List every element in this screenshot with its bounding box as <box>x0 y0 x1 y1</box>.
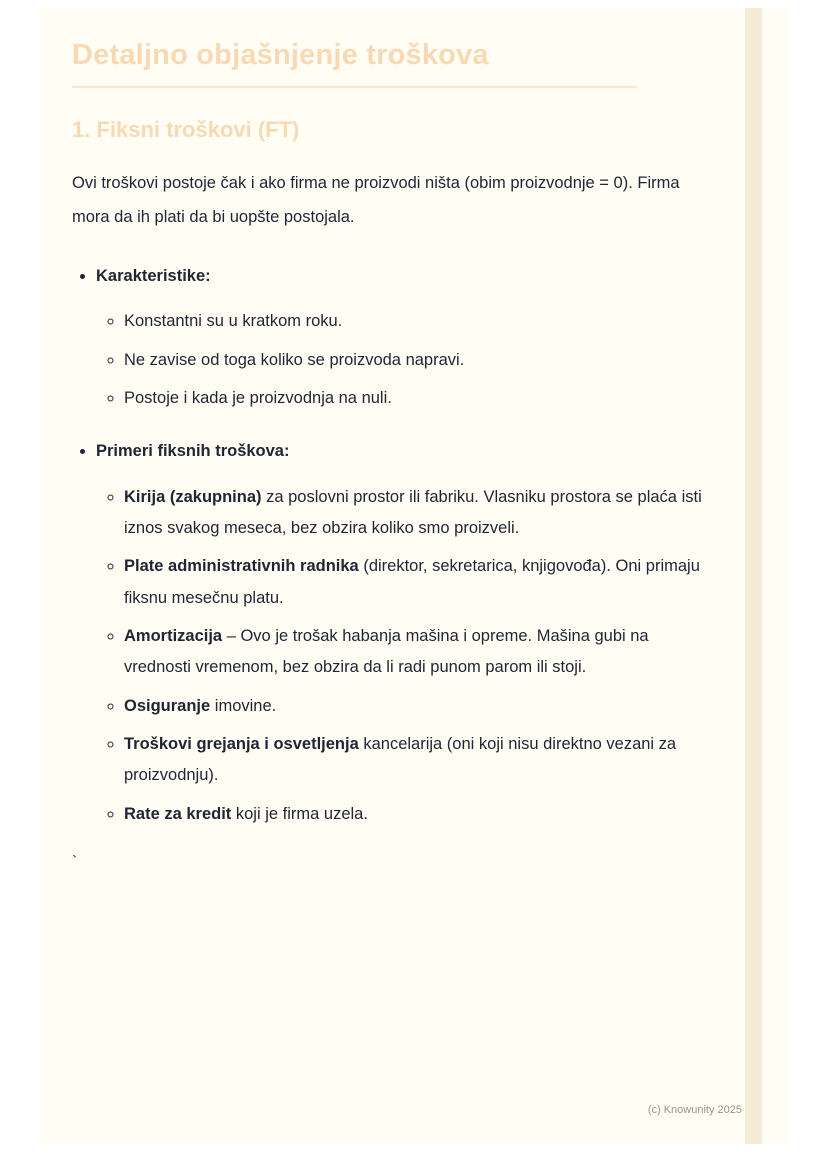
sublist-item-text: – Ovo je trošak habanja mašina i opreme. Mašina gubi na vrednosti vremenom, bez obzira da li radi punom parom ili stoji. <box>124 627 649 677</box>
sublist-item-text: imovine. <box>210 696 277 715</box>
intro-paragraph: Ovi troškovi postoje čak i ako firma ne proizvodi ništa (obim proizvodnje = 0). Firma mora da ih plati da bi uopšte postojala. <box>72 174 680 227</box>
sublist-item-text: Postoje i kada je proizvodnja na nuli. <box>124 388 392 407</box>
sublist-item-text: (direktor, sekretarica, knjigovođa). Oni primaju fiksnu mesečnu platu. <box>124 557 700 607</box>
list-item-label: Primeri fiksnih troškova: <box>96 442 290 461</box>
footer-credit: (c) Knowunity 2025 <box>647 1104 742 1116</box>
sublist-item-text: za poslovni prostor ili fabriku. Vlasniku prostora se plaća isti iznos svakog meseca, bez obzira koliko smo proizveli. <box>124 487 702 537</box>
sublist-karakteristike <box>96 306 717 414</box>
sublist-item <box>124 799 717 830</box>
sublist-item <box>124 383 717 414</box>
list-item-primeri <box>96 436 717 830</box>
sublist-item-text: Ne zavise od toga koliko se proizvoda napravi. <box>124 350 465 369</box>
sublist-item <box>124 729 717 792</box>
sublist-item <box>124 306 717 337</box>
sublist-item <box>124 551 717 614</box>
sublist-item-text: Konstantni su u kratkom roku. <box>124 312 343 331</box>
sublist-item-bold: Osiguranje <box>124 696 211 715</box>
sublist-item-text: koji je firma uzela. <box>231 804 368 823</box>
sublist-item-bold: Plate administrativnih radnika <box>124 557 359 576</box>
list-item-label: Karakteristike: <box>96 266 211 285</box>
topic-list <box>72 261 717 830</box>
sublist-item-bold: Amortizacija <box>124 627 223 646</box>
document-page <box>40 8 788 1144</box>
sublist-item-bold: Rate za kredit <box>124 804 232 823</box>
list-item-karakteristike <box>96 261 717 414</box>
sublist-item <box>124 621 717 684</box>
sublist-item <box>124 691 717 722</box>
sublist-item-bold: Troškovi grejanja i osvetljenja <box>124 735 359 754</box>
document-content <box>40 8 788 872</box>
section-heading: 1. Fiksni troškovi (FT) <box>72 116 300 142</box>
sublist-primeri <box>96 482 717 830</box>
sublist-item-text: kancelarija (oni koji nisu direktno vezani za proizvodnju). <box>124 735 677 785</box>
stray-character: ` <box>72 854 78 872</box>
sublist-item <box>124 482 717 545</box>
sublist-item <box>124 345 717 376</box>
title-divider <box>72 86 637 88</box>
document-title: Detaljno objašnjenje troškova <box>72 39 489 71</box>
sublist-item-bold: Kirija (zakupnina) <box>124 487 262 506</box>
